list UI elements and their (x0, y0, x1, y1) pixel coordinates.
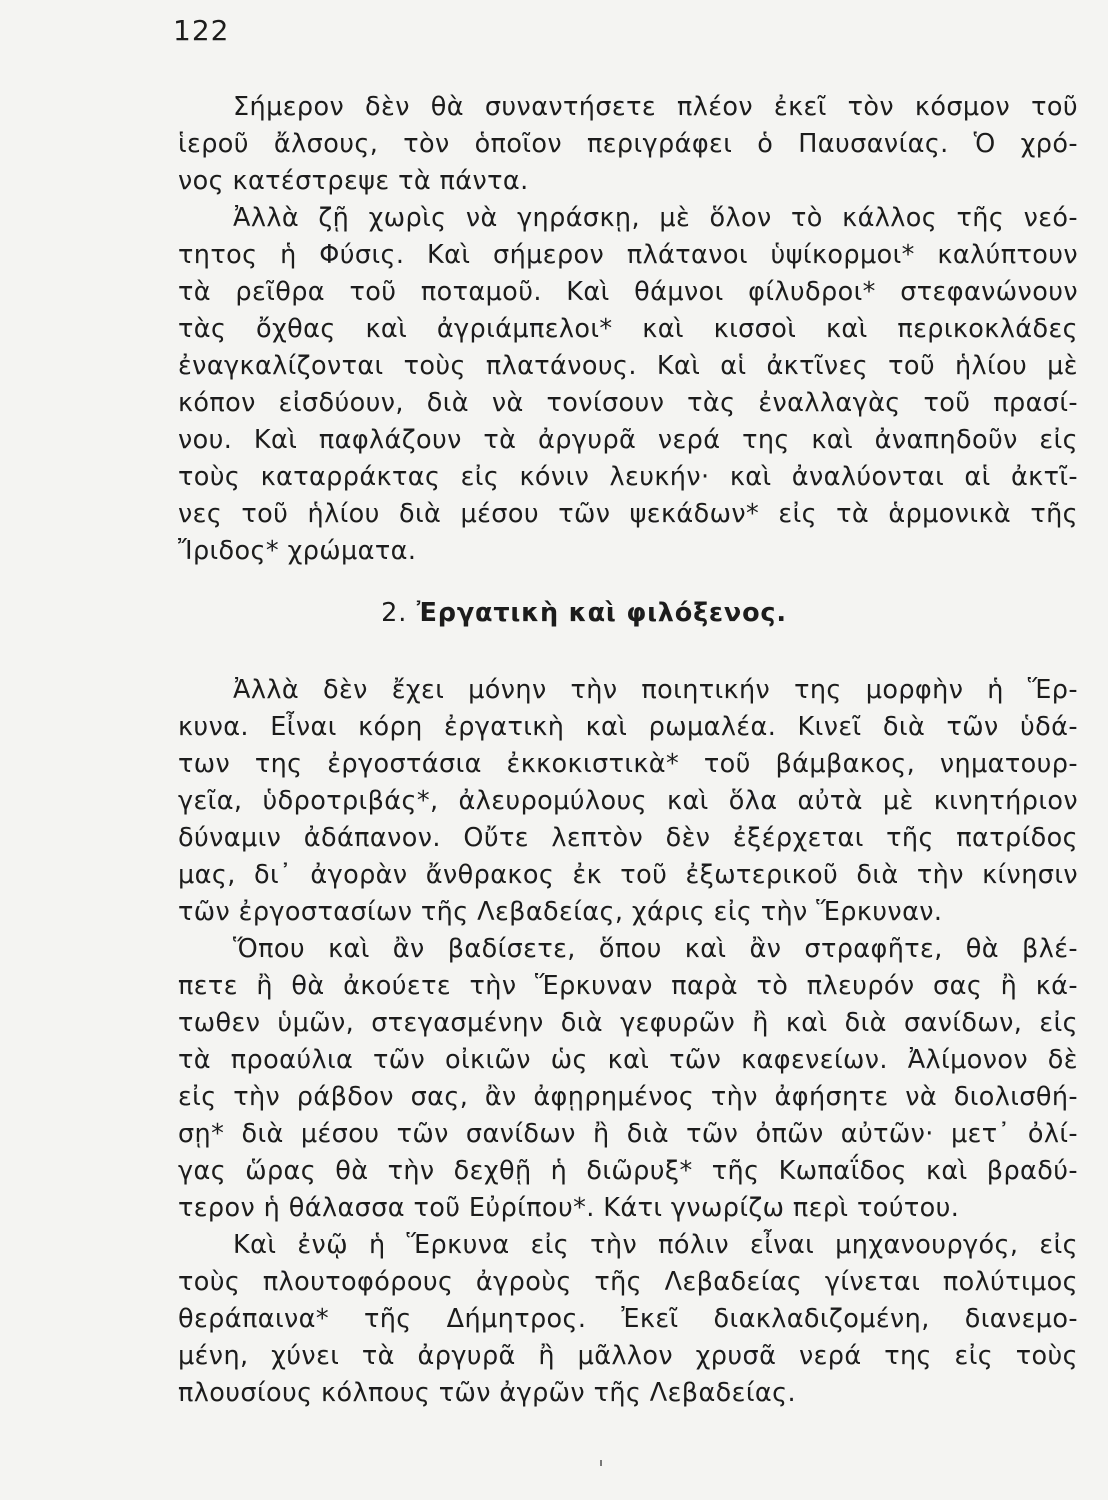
paragraph-line: τοὺς πλουτοφόρους ἀγροὺς τῆς Λεβαδείας γίνεται πολύτιμος (178, 1267, 1078, 1297)
paragraph-line: των της ἐργοστάσια ἐκκοκιστικὰ* τοῦ βάμβακος, νηματουρ- (178, 749, 1078, 779)
paragraph-line: πλουσίους κόλπους τῶν ἀγρῶν τῆς Λεβαδείας. (178, 1378, 796, 1408)
paragraph-line: τὰ προαύλια τῶν οἰκιῶν ὡς καὶ τῶν καφενείων. Ἀλίμονον δὲ (178, 1045, 1078, 1075)
section-heading-title: Ἐργατικὴ καὶ φιλόξενος. (416, 598, 787, 628)
paragraph-line: νου. Καὶ παφλάζουν τὰ ἀργυρᾶ νερά της καὶ ἀναπηδοῦν εἰς (178, 425, 1078, 455)
paragraph-line: τερον ἡ θάλασσα τοῦ Εὐρίπου*. Κάτι γνωρίζω περὶ τούτου. (178, 1193, 960, 1223)
paragraph-line: μένη, χύνει τὰ ἀργυρᾶ ἢ μᾶλλον χρυσᾶ νερά της εἰς τοὺς (178, 1341, 1078, 1371)
paragraph-line: νες τοῦ ἡλίου διὰ μέσου τῶν ψεκάδων* εἰς τὰ ἁρμονικὰ τῆς (178, 499, 1078, 529)
paragraph-line: Ἴριδος* χρώματα. (178, 536, 417, 566)
paragraph-line: Σήμερον δὲν θὰ συναντήσετε πλέον ἐκεῖ τὸν κόσμον τοῦ (233, 92, 1078, 122)
paragraph-line: Ἀλλὰ ζῇ χωρὶς νὰ γηράσκῃ, μὲ ὅλον τὸ κάλλος τῆς νεό- (233, 203, 1078, 233)
paragraph-line: τῶν ἐργοστασίων τῆς Λεβαδείας, χάρις εἰς τὴν Ἕρκυναν. (178, 897, 943, 927)
paragraph-line: γας ὥρας θὰ τὴν δεχθῇ ἡ διῶρυξ* τῆς Κωπαΐδος καὶ βραδύ- (178, 1156, 1078, 1186)
paragraph-line: τὰς ὄχθας καὶ ἀγριάμπελοι* καὶ κισσοὶ καὶ περικοκλάδες (178, 314, 1078, 344)
paragraph-line: Ὅπου καὶ ἂν βαδίσετε, ὅπου καὶ ἂν στραφῆτε, θὰ βλέ- (233, 934, 1078, 964)
paragraph-line: ἐναγκαλίζονται τοὺς πλατάνους. Καὶ αἱ ἀκτῖνες τοῦ ἡλίου μὲ (178, 351, 1078, 381)
paragraph-line: τοὺς καταρράκτας εἰς κόνιν λευκήν· καὶ ἀναλύονται αἱ ἀκτῖ- (178, 462, 1078, 492)
paragraph-line: τωθεν ὑμῶν, στεγασμένην διὰ γεφυρῶν ἢ καὶ διὰ σανίδων, εἰς (178, 1008, 1078, 1038)
paragraph-line: τητος ἡ Φύσις. Καὶ σήμερον πλάτανοι ὑψίκορμοι* καλύπτουν (178, 240, 1078, 270)
paragraph-line: κυνα. Εἶναι κόρη ἐργατικὴ καὶ ρωμαλέα. Κινεῖ διὰ τῶν ὑδά- (178, 712, 1078, 742)
paragraph-line: ἱεροῦ ἄλσους, τὸν ὁποῖον περιγράφει ὁ Παυσανίας. Ὁ χρό- (178, 129, 1078, 159)
paragraph-line: Καὶ ἐνῷ ἡ Ἕρκυνα εἰς τὴν πόλιν εἶναι μηχανουργός, εἰς (233, 1230, 1078, 1260)
paragraph-line: γεῖα, ὑδροτριβάς*, ἀλευρομύλους καὶ ὅλα αὐτὰ μὲ κινητήριον (178, 786, 1078, 816)
section-1-text (178, 89, 1078, 570)
paragraph-line: σῃ* διὰ μέσου τῶν σανίδων ἢ διὰ τῶν ὀπῶν αὐτῶν· μετ᾽ ὀλί- (178, 1119, 1078, 1149)
paragraph-line: θεράπαινα* τῆς Δήμητρος. Ἐκεῖ διακλαδιζομένη, διανεμο- (178, 1304, 1078, 1334)
paragraph-line: πετε ἢ θὰ ἀκούετε τὴν Ἕρκυναν παρὰ τὸ πλευρόν σας ἢ κά- (178, 971, 1078, 1001)
paragraph-line: τὰ ρεῖθρα τοῦ ποταμοῦ. Καὶ θάμνοι φίλυδροι* στεφανώνουν (178, 277, 1078, 307)
page-number: 122 (173, 14, 230, 47)
paragraph-line: κόπον εἰσδύουν, διὰ νὰ τονίσουν τὰς ἐναλλαγὰς τοῦ πρασί- (178, 388, 1078, 418)
section-heading-number: 2. (381, 598, 408, 628)
paragraph-line: Ἀλλὰ δὲν ἔχει μόνην τὴν ποιητικήν της μορφὴν ἡ Ἕρ- (233, 675, 1078, 705)
print-mark (600, 1460, 602, 1466)
paragraph-line: μας, δι᾽ ἀγορὰν ἄνθρακος ἐκ τοῦ ἐξωτερικοῦ διὰ τὴν κίνησιν (178, 860, 1078, 890)
paragraph-line: δύναμιν ἀδάπανον. Οὔτε λεπτὸν δὲν ἐξέρχεται τῆς πατρίδος (178, 823, 1078, 853)
paragraph-line: εἰς τὴν ράβδον σας, ἂν ἀφῃρημένος τὴν ἀφήσητε νὰ διολισθή- (178, 1082, 1078, 1112)
paragraph-line: νος κατέστρεψε τὰ πάντα. (178, 166, 529, 196)
section-heading (0, 598, 1108, 628)
section-2-text (178, 672, 1078, 1412)
